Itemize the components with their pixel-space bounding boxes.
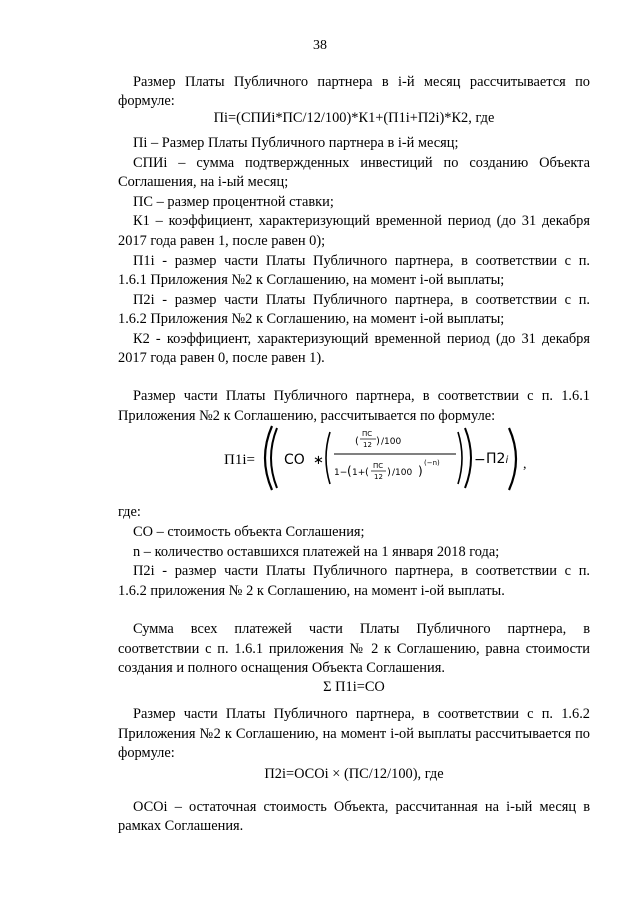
svg-text:(: ( bbox=[365, 467, 369, 478]
def-line-12: 2017 года равен 0, после равен 1). bbox=[118, 350, 325, 366]
gde-label: где: bbox=[118, 504, 141, 520]
frac-paren-left bbox=[326, 432, 330, 484]
def-line-11: К2 - коэффициент, характеризующий временной период (до 31 декабря bbox=[133, 331, 590, 347]
para1-line2: формуле: bbox=[118, 93, 175, 109]
svg-text:(: ( bbox=[347, 464, 352, 478]
para1-line1: Размер Платы Публичного партнера в i-й месяц рассчитывается по bbox=[133, 74, 590, 90]
para4-line3: формуле: bbox=[118, 745, 175, 761]
outer-paren-right-svg bbox=[505, 424, 535, 494]
den-exp: (−n) bbox=[424, 459, 440, 467]
para2-line2: Приложения №2 к Соглашению, рассчитывается по формуле: bbox=[118, 408, 496, 424]
def2-line-4: 1.6.2 приложения № 2 к Соглашению, на момент i-ой выплаты. bbox=[118, 583, 505, 599]
den-twelve: 12 bbox=[374, 473, 383, 481]
num-ps: ПС bbox=[362, 430, 373, 438]
num-hundred: /100 bbox=[381, 437, 402, 447]
formula-main: Пi=(СПИi*ПС/12/100)*К1+(П1i+П2i)*К2, где bbox=[213, 110, 495, 126]
den-one: 1− bbox=[334, 468, 348, 478]
def-line-6: 2017 года равен 1, после равен 0); bbox=[118, 233, 326, 249]
para4-line1: Размер части Платы Публичного партнера, в соответствии с п. 1.6.2 bbox=[133, 706, 590, 722]
num-twelve: 12 bbox=[363, 441, 372, 449]
inner-paren-right bbox=[465, 428, 471, 488]
para2-line1: Размер части Платы Публичного партнера, в соответствии с п. 1.6.1 bbox=[133, 388, 590, 404]
den-hundred: /100 bbox=[392, 468, 413, 478]
def-line-2: СПИi – сумма подтвержденных инвестиций по созданию Объекта bbox=[133, 155, 590, 171]
inner-paren-left bbox=[271, 428, 277, 488]
para3-line3: создания и полного оснащения Объекта Соглашения. bbox=[118, 660, 445, 676]
para3-line1: Сумма всех платежей части Платы Публичного партнера, в bbox=[133, 621, 590, 637]
svg-text:,: , bbox=[523, 457, 527, 472]
svg-text:(: ( bbox=[355, 436, 359, 447]
annuity-formula bbox=[224, 418, 514, 498]
para4-line2: Приложения №2 к Соглашению, на момент i-ой выплаты рассчитывается по bbox=[118, 726, 590, 742]
formula2-co: СО bbox=[284, 452, 305, 468]
def-line-8: 1.6.1 Приложения №2 к Соглашению, на момент i-ой выплаты; bbox=[118, 272, 505, 288]
svg-text:): ) bbox=[387, 467, 391, 478]
den-ps: ПС bbox=[373, 462, 384, 470]
multiply-sign: ∗ bbox=[313, 453, 324, 468]
svg-text:−: − bbox=[474, 452, 486, 468]
def-line-7: П1i - размер части Платы Публичного партнера, в соответствии с п. bbox=[133, 253, 590, 269]
def-line-10: 1.6.2 Приложения №2 к Соглашению, на момент i-ой выплаты; bbox=[118, 311, 505, 327]
para5-line1: ОСОi – остаточная стоимость Объекта, рассчитанная на i-ый месяц в bbox=[133, 799, 590, 815]
def2-line-2: n – количество оставшихся платежей на 1 января 2018 года; bbox=[133, 544, 500, 560]
svg-text:): ) bbox=[418, 464, 423, 478]
def-line-4: ПС – размер процентной ставки; bbox=[133, 194, 334, 210]
den-one2: 1+ bbox=[352, 468, 366, 478]
para5-line2: рамках Соглашения. bbox=[118, 818, 244, 834]
para3-line2: соответствии с п. 1.6.1 приложения № 2 к Соглашению, равна стоимости bbox=[118, 641, 590, 657]
page-number: 38 bbox=[313, 38, 327, 53]
sum-formula: Σ П1i=СО bbox=[323, 679, 385, 695]
formula2-p2i: П2i bbox=[486, 451, 509, 467]
def-line-5: К1 – коэффициент, характеризующий временной период (до 31 декабря bbox=[133, 213, 590, 229]
def-line-1: Пi – Размер Платы Публичного партнера в i-й месяц; bbox=[133, 135, 459, 151]
frac-paren-right bbox=[458, 432, 462, 484]
svg-text:): ) bbox=[376, 436, 380, 447]
def2-line-3: П2i - размер части Платы Публичного партнера, в соответствии с п. bbox=[133, 563, 590, 579]
p2i-formula: П2i=ОСОi × (ПС/12/100), где bbox=[264, 766, 444, 782]
formula2-lhs: П1i= bbox=[224, 452, 255, 468]
def-line-9: П2i - размер части Платы Публичного партнера, в соответствии с п. bbox=[133, 292, 590, 308]
def-line-3: Соглашения, на i-ый месяц; bbox=[118, 174, 289, 190]
def2-line-1: СО – стоимость объекта Соглашения; bbox=[133, 524, 365, 540]
